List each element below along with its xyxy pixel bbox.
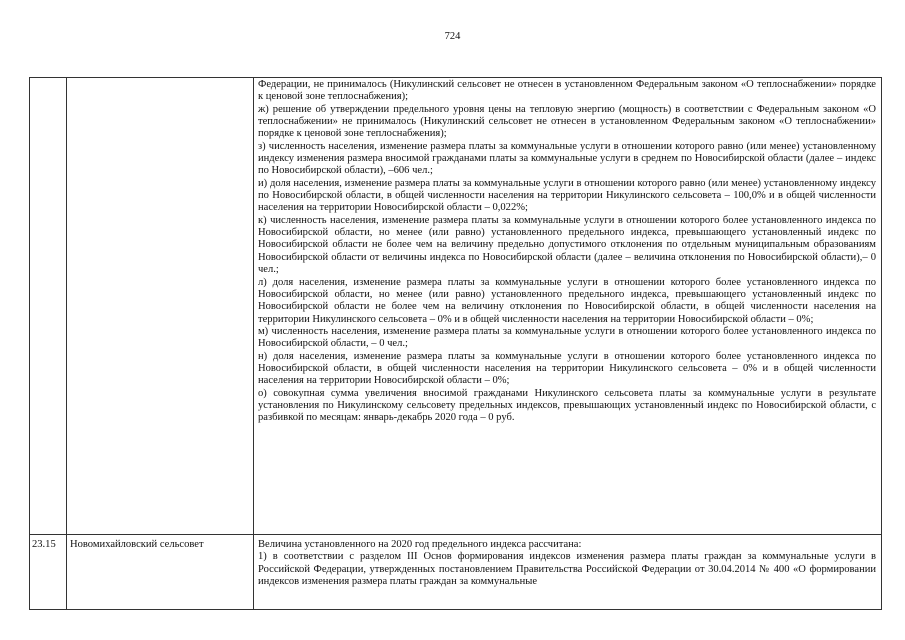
paragraph: Федерации, не принималось (Никулинский сельсовет не отнесен в установленном Федеральным законом «О теплоснабжении» порядке к ценовой зоне теплоснабжения); — [258, 79, 876, 103]
table-row — [30, 78, 882, 535]
page-number: 724 — [444, 31, 461, 42]
paragraph: Величина установленного на 2020 год предельного индекса рассчитана: — [258, 539, 582, 550]
paragraph: к) численность населения, изменение размера платы за коммунальные услуги в отношении которого более установленного индекса по Новосибирской области, но менее (или равно) установленного предельного индекса, превышающего установленный индекс по Новосибирской области не более чем на величину предельно допустимого отклонения по отдельным муниципальным образованиям Новосибирской области от величины индекса по Новосибирской области (далее – величина отклонения по Новосибирской области),– 0 чел.; — [258, 214, 876, 276]
paragraph: о) совокупная сумма увеличения вносимой гражданами Никулинского сельсовета платы за коммунальные услуги в результате установления по Никулинскому сельсовету предельных индексов, превышающих установленный индекс по Новосибирской области, с разбивкой по месяцам: январь-декабрь 2020 года – 0 руб. — [258, 387, 876, 424]
row-number-cell: 23.15 — [30, 535, 67, 610]
paragraph: л) доля населения, изменение размера платы за коммунальные услуги в отношении которого более установленного индекса по Новосибирской области, но менее (или равно) установленного предельного индекса, превышающего установленный индекс по Новосибирской области не более чем на величину отклонения по Новосибирской области, в общей численности населения на территории Никулинского сельсовета – 0% и в общей численности населения на территории Новосибирской области – 0%; — [258, 276, 876, 325]
paragraph: ж) решение об утверждении предельного уровня цены на тепловую энергию (мощность) в соответствии с Федеральным законом «О теплоснабжении» не принималось (Никулинский сельсовет не отнесен в установленном Федеральным законом «О теплоснабжении» порядке к ценовой зоне теплоснабжения); — [258, 103, 876, 140]
paragraph: з) численность населения, изменение размера платы за коммунальные услуги в отношении которого равно (или менее) установленному индексу изменения размера вносимой гражданами платы за коммунальные услуги в среднем по Новосибирской области (далее – индекс по Новосибирской области), –606 чел.; — [258, 140, 876, 177]
table-row — [30, 535, 882, 610]
description-cell — [254, 535, 882, 610]
municipality-name-cell — [67, 78, 254, 535]
paragraph: 1) в соответствии с разделом III Основ формирования индексов изменения размера платы граждан за коммунальные услуги в Российской Федерации, утвержденных постановлением Правительства Российской Федерации от 30.04.2014 № 400 «О формировании индексов изменения размера платы граждан за коммунальные — [258, 551, 876, 588]
paragraph: н) доля населения, изменение размера платы за коммунальные услуги в отношении которого более установленного индекса по Новосибирской области, в общей численности населения на территории Никулинского сельсовета – 0% и в общей численности населения на территории Новосибирской области – 0%; — [258, 350, 876, 387]
row-number-cell — [30, 78, 67, 535]
description-cell — [254, 78, 882, 535]
paragraph: м) численность населения, изменение размера платы за коммунальные услуги в отношении которого более установленного индекса по Новосибирской области, – 0 чел.; — [258, 325, 876, 350]
document-table — [29, 77, 882, 610]
municipality-name-cell: Новомихайловский сельсовет — [67, 535, 254, 610]
paragraph: и) доля населения, изменение размера платы за коммунальные услуги в отношении которого равно (или менее) установленному индексу по Новосибирской области, в общей численности населения на территории Никулинского сельсовета – 100,0% и в общей численности населения на территории Новосибирской области – 0,022%; — [258, 177, 876, 214]
